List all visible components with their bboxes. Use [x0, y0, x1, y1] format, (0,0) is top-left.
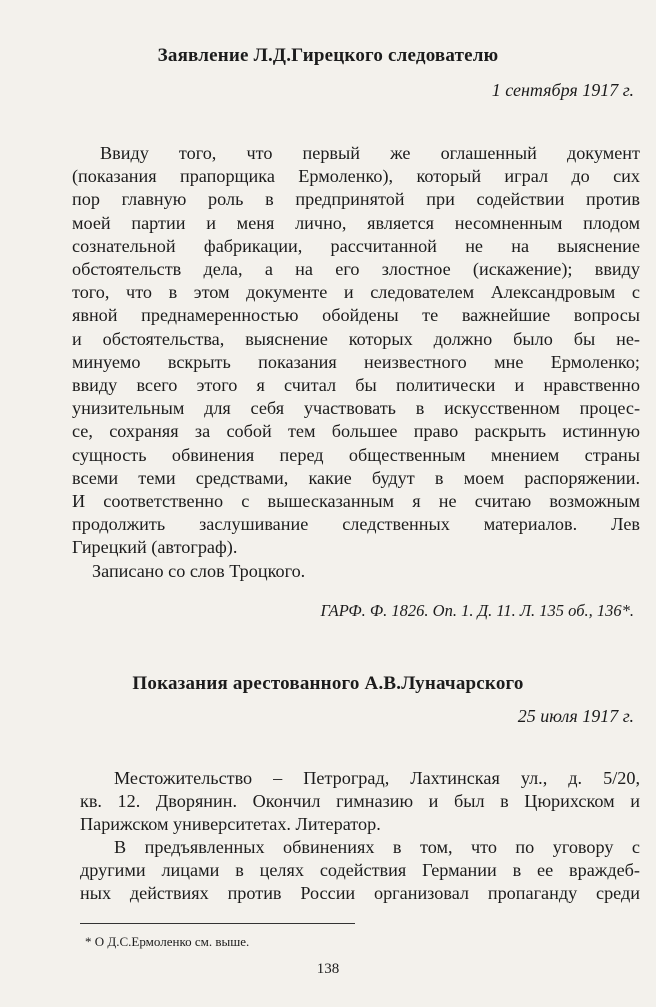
- text-line: ных действиях против России организовал пропаганду среди: [80, 883, 640, 904]
- text-line: сознательной фабрикации, рассчитанной не на выяснение: [72, 235, 640, 256]
- text-line: Парижском университетах. Литератор.: [80, 814, 381, 835]
- text-line: ввиду всего этого я считал бы политически и нравственно: [72, 375, 640, 396]
- text-line: кв. 12. Дворянин. Окончил гимназию и был в Цюрихском и: [80, 791, 640, 812]
- recorded-note: Записано со слов Троцкого.: [92, 560, 306, 581]
- text-line: другими лицами в целях содействия Германии в ее враждеб-: [80, 860, 640, 881]
- text-line: И соответственно с вышесказанным я не считаю возможным: [72, 491, 640, 512]
- text-line: пор главную роль в предпринятой при содействии против: [72, 189, 640, 210]
- section1-body: [72, 142, 640, 583]
- text-line: (показания прапорщика Ермоленко), который играл до сих: [72, 166, 640, 187]
- text-line: моей партии и меня лично, является несомненным плодом: [72, 212, 640, 233]
- text-line: того, что в этом документе и следователем Александровым с: [72, 282, 640, 303]
- section1-source: ГАРФ. Ф. 1826. Оп. 1. Д. 11. Л. 135 об., 136*.: [320, 601, 634, 620]
- footnote-divider: [80, 923, 355, 924]
- text-line: сущность обвинения перед общественным мнением страны: [72, 444, 640, 465]
- section1-title: Заявление Л.Д.Гирецкого следователю: [157, 45, 499, 66]
- section2-para2: [80, 836, 640, 906]
- section2-title: Показания арестованного А.В.Луначарского: [132, 673, 524, 694]
- section2-date: 25 июля 1917 г.: [517, 706, 634, 726]
- text-line: се, сохраняя за собой тем большее право раскрыть истинную: [72, 421, 640, 442]
- text-line: обстоятельств дела, а на его злостное (искажение); ввиду: [72, 259, 640, 280]
- text-line: В предъявленных обвинениях в том, что по уговору с: [114, 837, 640, 857]
- text-line: Местожительство – Петроград, Лахтинская ул., д. 5/20,: [114, 768, 640, 788]
- section1-date: 1 сентября 1917 г.: [491, 80, 634, 100]
- text-line: и обстоятельства, выяснение которых должно было бы не-: [72, 328, 640, 349]
- text-line: явной преднамеренностью обойдены те важнейшие вопросы: [72, 305, 640, 326]
- page-number: 138: [316, 961, 340, 977]
- section2-para1: [80, 767, 640, 837]
- text-line: продолжить заслушивание следственных материалов. Лев: [72, 514, 640, 535]
- text-line: Ввиду того, что первый же оглашенный документ: [100, 143, 640, 163]
- text-line: унизительным для себя участвовать в искусственном процес-: [72, 398, 640, 419]
- text-line: всеми теми средствами, какие будут в моем распоряжении.: [72, 467, 640, 488]
- footnote: * О Д.С.Ермоленко см. выше.: [85, 934, 250, 949]
- text-line: Гирецкий (автограф).: [72, 537, 238, 558]
- text-line: минуемо вскрыть показания неизвестного мне Ермоленко;: [72, 351, 640, 372]
